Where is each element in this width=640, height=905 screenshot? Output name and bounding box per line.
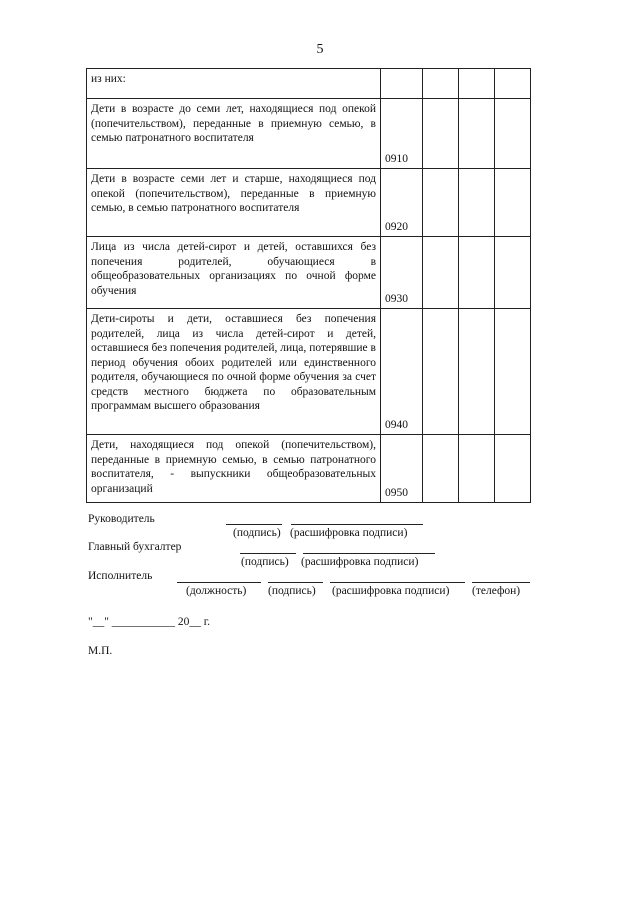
value-cell: [495, 169, 531, 237]
table-row: [87, 99, 531, 169]
executor-signature-line: [268, 582, 323, 583]
accountant-signature-line: [240, 553, 296, 554]
value-cell: [495, 237, 531, 309]
value-cell: [495, 309, 531, 435]
table-row-header: [87, 69, 531, 99]
executor-phone-line: [472, 582, 530, 583]
executor-caption-position: (должность): [186, 585, 247, 597]
executor-decoding-line: [330, 582, 465, 583]
head-caption-signature: (подпись): [233, 527, 281, 539]
accountant-decoding-line: [303, 553, 435, 554]
table-row: [87, 435, 531, 503]
row-code: 0950: [381, 435, 423, 503]
head-signature-line: [226, 524, 282, 525]
date-line: "__" ___________ 20__ г.: [88, 616, 211, 628]
table-row: [87, 309, 531, 435]
stamp-place: М.П.: [88, 645, 113, 657]
executor-label: Исполнитель: [88, 570, 153, 582]
row-code: 0920: [381, 169, 423, 237]
value-cell: [423, 169, 459, 237]
row-code: 0940: [381, 309, 423, 435]
value-cell: [423, 237, 459, 309]
accountant-caption-decoding: (расшифровка подписи): [301, 556, 419, 568]
value-cell: [459, 169, 495, 237]
accountant-label: Главный бухгалтер: [88, 541, 182, 553]
executor-caption-decoding: (расшифровка подписи): [332, 585, 450, 597]
value-cell: [423, 99, 459, 169]
row-name: Дети в возрасте семи лет и старше, находящиеся под опекой (попечительством), переданные в приемную семью, в семью патронатного воспитателя: [87, 169, 381, 237]
executor-position-line: [177, 582, 261, 583]
head-caption-decoding: (расшифровка подписи): [290, 527, 408, 539]
value-cell: [495, 435, 531, 503]
table-row: [87, 237, 531, 309]
row-code: 0930: [381, 237, 423, 309]
value-cell: [459, 99, 495, 169]
row-code: 0910: [381, 99, 423, 169]
row-name: Дети в возрасте до семи лет, находящиеся под опекой (попечительством), переданные в приемную семью, в семью патронатного воспитателя: [87, 99, 381, 169]
value-cell: [495, 99, 531, 169]
executor-caption-phone: (телефон): [472, 585, 521, 597]
head-decoding-line: [291, 524, 423, 525]
value-cell: [459, 309, 495, 435]
head-label: Руководитель: [88, 513, 155, 525]
page-number: 5: [316, 42, 324, 57]
table-row: [87, 169, 531, 237]
report-table: [86, 68, 531, 503]
value-cell: [459, 435, 495, 503]
row-name: Дети, находящиеся под опекой (попечительством), переданные в приемную семью, в семью патронатного воспитателя, - выпускники общеобразовательных организаций: [87, 435, 381, 503]
value-cell: [423, 309, 459, 435]
value-cell: [423, 69, 459, 99]
value-cell: [459, 69, 495, 99]
row-name: Дети-сироты и дети, оставшиеся без попечения родителей, лица из числа детей-сирот и детей, оставшиеся без попечения родителей, лица, потерявшие в период обучения обоих родителей или единственного родителя, обучающиеся по очной форме обучения за счет средств местного бюджета по образовательным программам высшего образования: [87, 309, 381, 435]
accountant-caption-signature: (подпись): [241, 556, 289, 568]
table-subheader: из них:: [87, 69, 381, 99]
executor-caption-signature: (подпись): [268, 585, 316, 597]
value-cell: [459, 237, 495, 309]
row-name: Лица из числа детей-сирот и детей, оставшихся без попечения родителей, обучающиеся в общеобразовательных организациях по очной форме обучения: [87, 237, 381, 309]
value-cell: [423, 435, 459, 503]
row-code-cell: [381, 69, 423, 99]
value-cell: [495, 69, 531, 99]
